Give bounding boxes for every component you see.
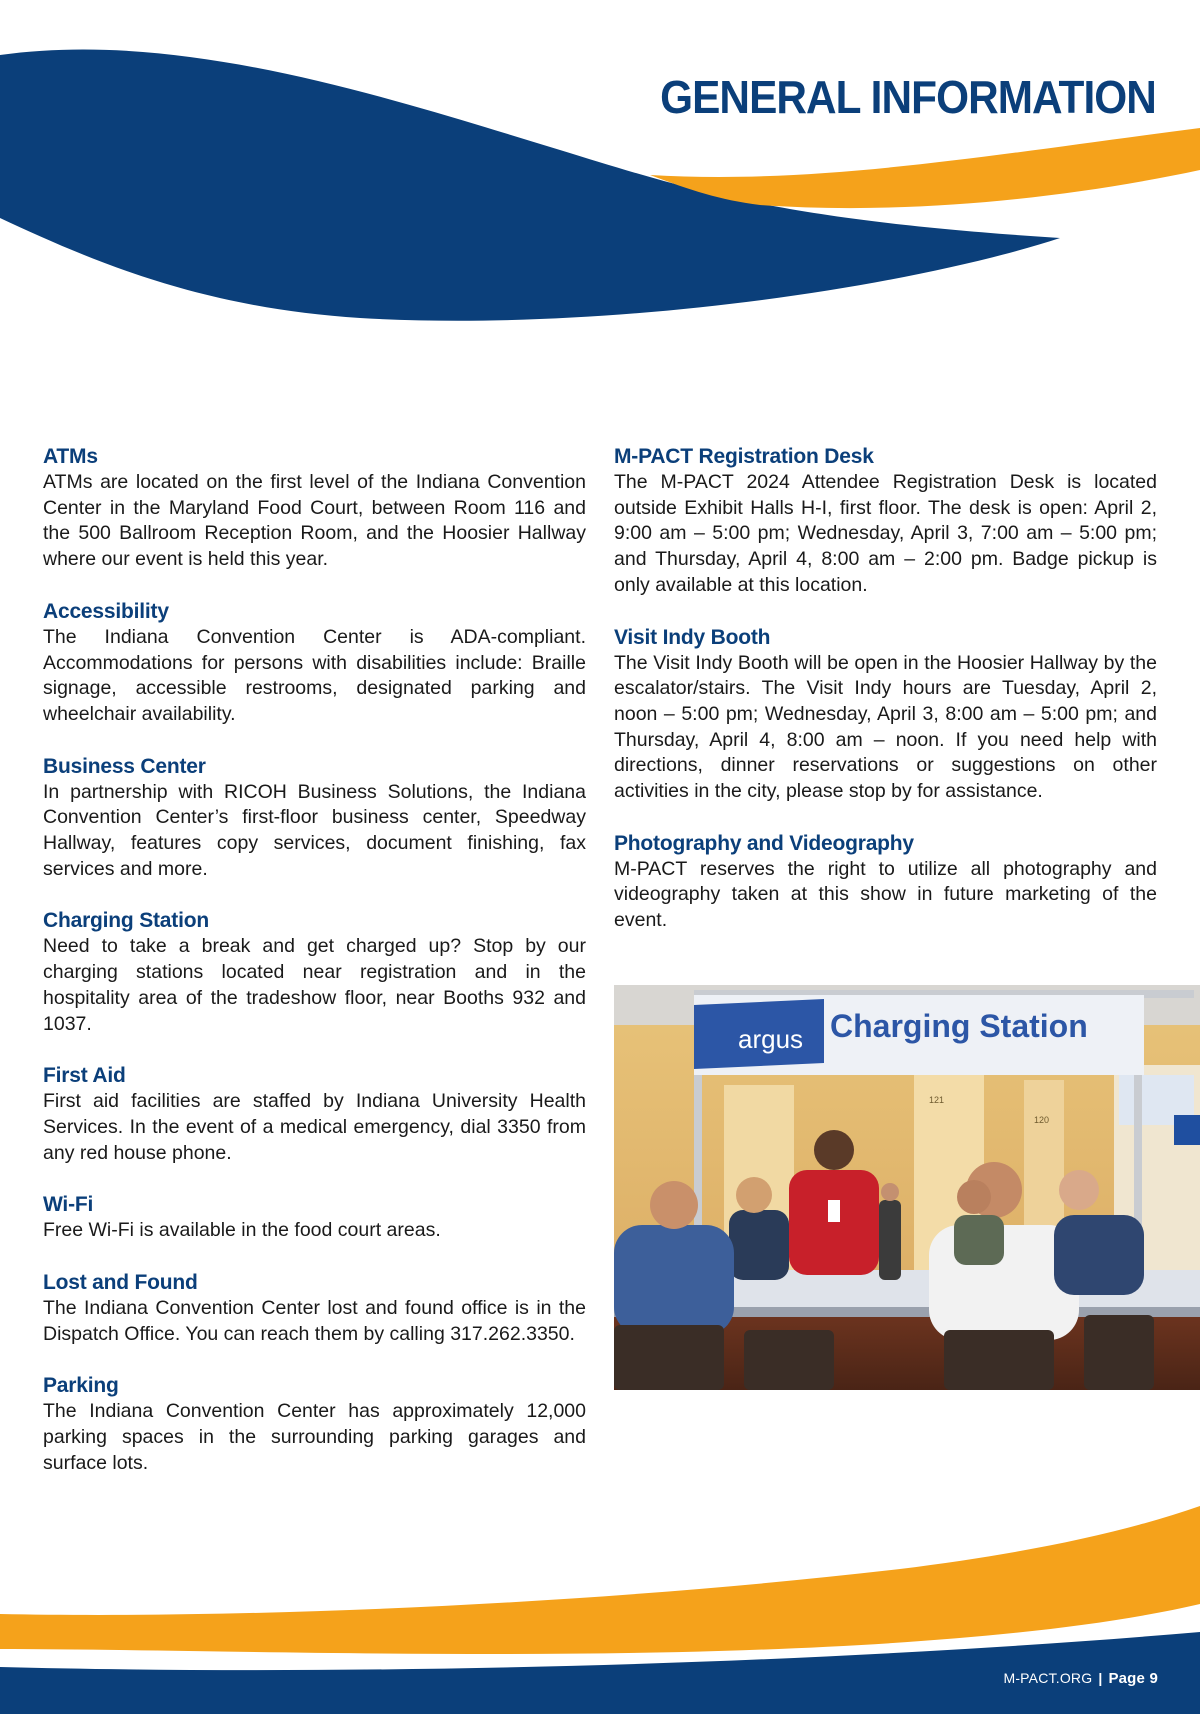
footer-page-number: Page 9 [1108,1670,1158,1687]
right-column [614,444,1157,960]
charging-station-photo-illustration [614,985,1200,1390]
section-heading: Accessibility [43,599,169,623]
section-heading: M-PACT Registration Desk [614,445,874,468]
section-body: The Indiana Convention Center is ADA-compliant. Accommodations for persons with disabilities include: Braille signage, accessible restrooms, designated parking and wheelchair availability. [43,625,586,725]
section-accessibility [43,599,586,728]
room-number-120: 120 [1034,1115,1050,1125]
footer-separator: | [1098,1670,1103,1686]
section-photography [614,831,1157,934]
section-heading: Wi-Fi [43,1193,94,1217]
section-heading: Charging Station [43,909,209,933]
section-first-aid [43,1063,586,1166]
section-business-center [43,754,586,883]
section-heading: Business Center [43,754,206,778]
section-visit-indy-booth [614,625,1157,805]
section-registration-desk [614,444,1157,599]
section-heading: First Aid [43,1064,126,1088]
section-body: ATMs are located on the first level of the Indiana Convention Center in the Maryland Food Court, between Room 116 and the 500 Ballroom Reception Room, and the Hoosier Hallway where our event is held this year. [43,471,586,571]
section-atms [43,444,586,573]
section-body: The Indiana Convention Center lost and found office is in the Dispatch Office. You can reach them by calling 317.262.3350. [43,1297,586,1345]
section-body: The Indiana Convention Center has approximately 12,000 parking spaces in the surrounding parking garages and surface lots. [43,1400,586,1474]
section-body: Need to take a break and get charged up? Stop by our charging stations located near registration and in the hospitality area of the tradeshow floor, near Booths 932 and 1037. [43,935,586,1035]
section-heading: Photography and Videography [614,831,914,855]
section-body: M-PACT reserves the right to utilize all photography and videography taken at this show in future marketing of the event. [614,857,1157,932]
section-charging-station [43,908,586,1037]
section-body: First aid facilities are staffed by Indiana University Health Services. In the event of a medical emergency, dial 3350 from any red house phone. [43,1090,586,1164]
charging-station-photo [614,985,1200,1390]
room-number-121: 121 [929,1095,945,1105]
left-column [43,444,586,1503]
header-wave-graphic [0,0,1200,330]
section-body: Free Wi-Fi is available in the food court areas. [43,1219,441,1242]
page-title: GENERAL INFORMATION [660,71,1156,123]
charging-station-sign [694,995,1144,1075]
section-body: In partnership with RICOH Business Solutions, the Indiana Convention Center’s first-floor business center, Speedway Hallway, features copy services, document finishing, fax services and more. [43,780,586,880]
section-lost-and-found [43,1270,586,1347]
section-heading: Lost and Found [43,1271,198,1295]
sign-brand: argus [738,1024,804,1054]
section-wifi [43,1192,586,1244]
section-heading: Parking [43,1374,119,1398]
section-body: The M-PACT 2024 Attendee Registration Desk is located outside Exhibit Halls H-I, first floor. The desk is open: April 2, 9:00 am – 5:00 pm; Wednesday, April 3, 7:00 am – 5:00 pm; and Thursday, April 4, 8:00 am – 2:00 pm. Badge pickup is only available at this location. [614,471,1157,596]
footer-page-label [1003,1670,1158,1687]
section-heading: Visit Indy Booth [614,625,771,649]
section-body: The Visit Indy Booth will be open in the Hoosier Hallway by the escalator/stairs. The Visit Indy hours are Tuesday, April 2, noon – 5:00 pm; Wednesday, April 3, 8:00 am – 5:00 pm; and Thursday, April 4, 8:00 am – noon. If you need help with directions, dinner reservations or suggestions on other activities in the city, please stop by for assistance. [614,651,1157,803]
section-heading: ATMs [43,445,98,468]
footer-site: M-PACT.ORG [1003,1670,1093,1686]
sign-title: Charging Station [830,1008,1088,1044]
